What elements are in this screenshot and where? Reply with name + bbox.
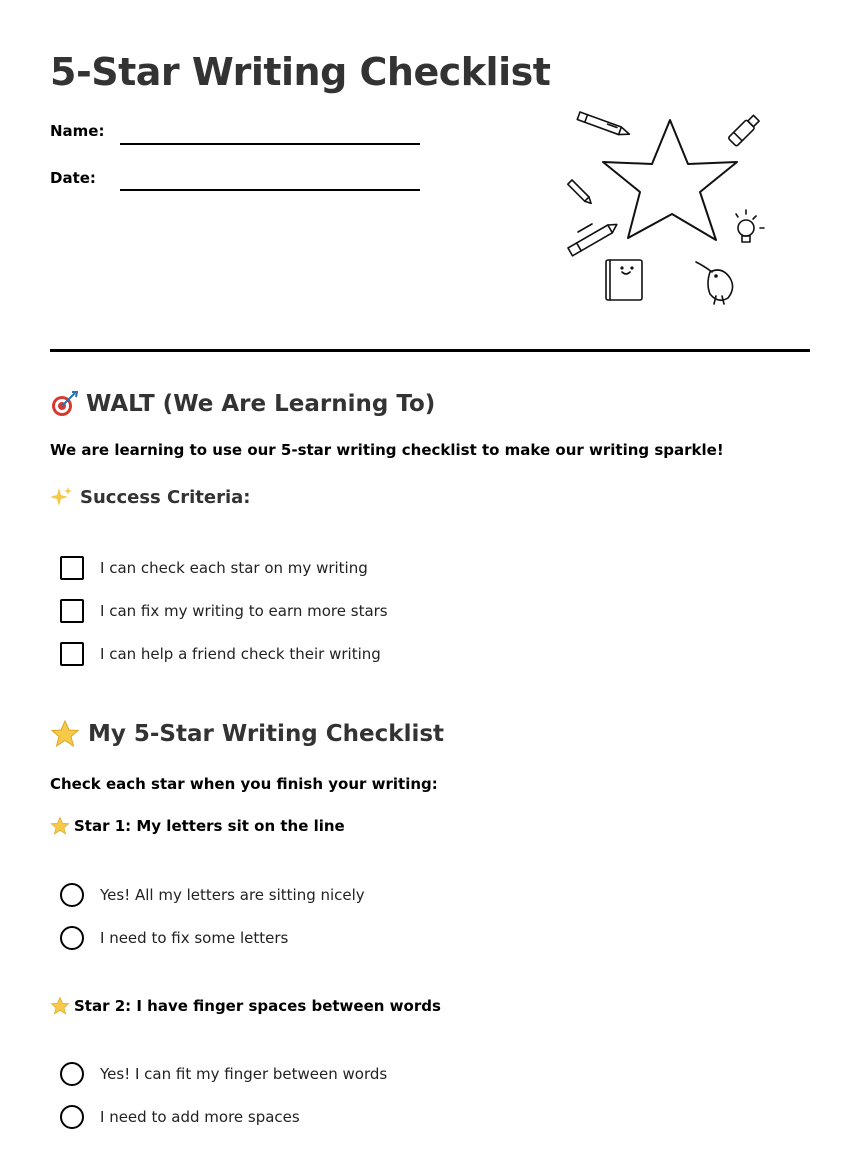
success-item-label: I can fix my writing to earn more stars bbox=[100, 602, 388, 620]
star-1-option-fix[interactable] bbox=[60, 926, 288, 950]
success-item-label: I can check each star on my writing bbox=[100, 559, 368, 577]
checkbox[interactable] bbox=[60, 599, 84, 623]
success-item[interactable] bbox=[60, 556, 368, 580]
name-field[interactable] bbox=[120, 143, 420, 145]
radio-button[interactable] bbox=[60, 883, 84, 907]
small-pencil-doodle bbox=[568, 180, 593, 205]
book-doodle bbox=[606, 260, 642, 300]
page-title: 5-Star Writing Checklist bbox=[50, 50, 551, 94]
checklist-instruction: Check each star when you finish your writing: bbox=[50, 775, 438, 793]
success-item[interactable] bbox=[60, 599, 388, 623]
sparkles-icon bbox=[50, 486, 72, 508]
star-icon bbox=[50, 996, 70, 1016]
walt-heading-text: WALT (We Are Learning To) bbox=[86, 391, 436, 417]
success-item-label: I can help a friend check their writing bbox=[100, 645, 381, 663]
checkbox[interactable] bbox=[60, 556, 84, 580]
checklist-heading-text: My 5-Star Writing Checklist bbox=[88, 721, 445, 747]
star-doodle bbox=[603, 120, 737, 240]
marker-doodle bbox=[728, 114, 761, 147]
kiwi-doodle bbox=[696, 262, 733, 304]
star-1-option-yes[interactable] bbox=[60, 883, 365, 907]
success-item[interactable] bbox=[60, 642, 381, 666]
lightbulb-doodle bbox=[736, 210, 764, 242]
star-1-title bbox=[50, 816, 345, 836]
walt-heading bbox=[50, 390, 435, 418]
star-2-title-text: Star 2: I have finger spaces between words bbox=[74, 997, 441, 1015]
date-field[interactable] bbox=[120, 189, 420, 191]
option-label: I need to fix some letters bbox=[100, 929, 289, 947]
option-label: Yes! All my letters are sitting nicely bbox=[100, 886, 365, 904]
star-icon bbox=[50, 719, 80, 749]
radio-button[interactable] bbox=[60, 926, 84, 950]
star-2-option-fix[interactable] bbox=[60, 1105, 300, 1129]
crayon-doodle bbox=[568, 221, 619, 256]
star-icon bbox=[50, 816, 70, 836]
section-divider bbox=[50, 349, 810, 352]
date-label: Date: bbox=[50, 169, 96, 187]
star-2-option-yes[interactable] bbox=[60, 1062, 387, 1086]
star-1-title-text: Star 1: My letters sit on the line bbox=[74, 817, 345, 835]
checklist-heading bbox=[50, 719, 444, 749]
success-criteria-heading bbox=[50, 486, 250, 508]
option-label: Yes! I can fit my finger between words bbox=[100, 1065, 388, 1083]
star-2-title bbox=[50, 996, 441, 1016]
option-label: I need to add more spaces bbox=[100, 1108, 300, 1126]
target-icon bbox=[50, 390, 78, 418]
pencil-doodle bbox=[577, 112, 630, 138]
success-criteria-heading-text: Success Criteria: bbox=[80, 486, 251, 508]
radio-button[interactable] bbox=[60, 1062, 84, 1086]
writing-doodles-illustration bbox=[560, 100, 780, 310]
checkbox[interactable] bbox=[60, 642, 84, 666]
walt-statement: We are learning to use our 5-star writing checklist to make our writing sparkle! bbox=[50, 441, 724, 459]
radio-button[interactable] bbox=[60, 1105, 84, 1129]
name-label: Name: bbox=[50, 122, 105, 140]
